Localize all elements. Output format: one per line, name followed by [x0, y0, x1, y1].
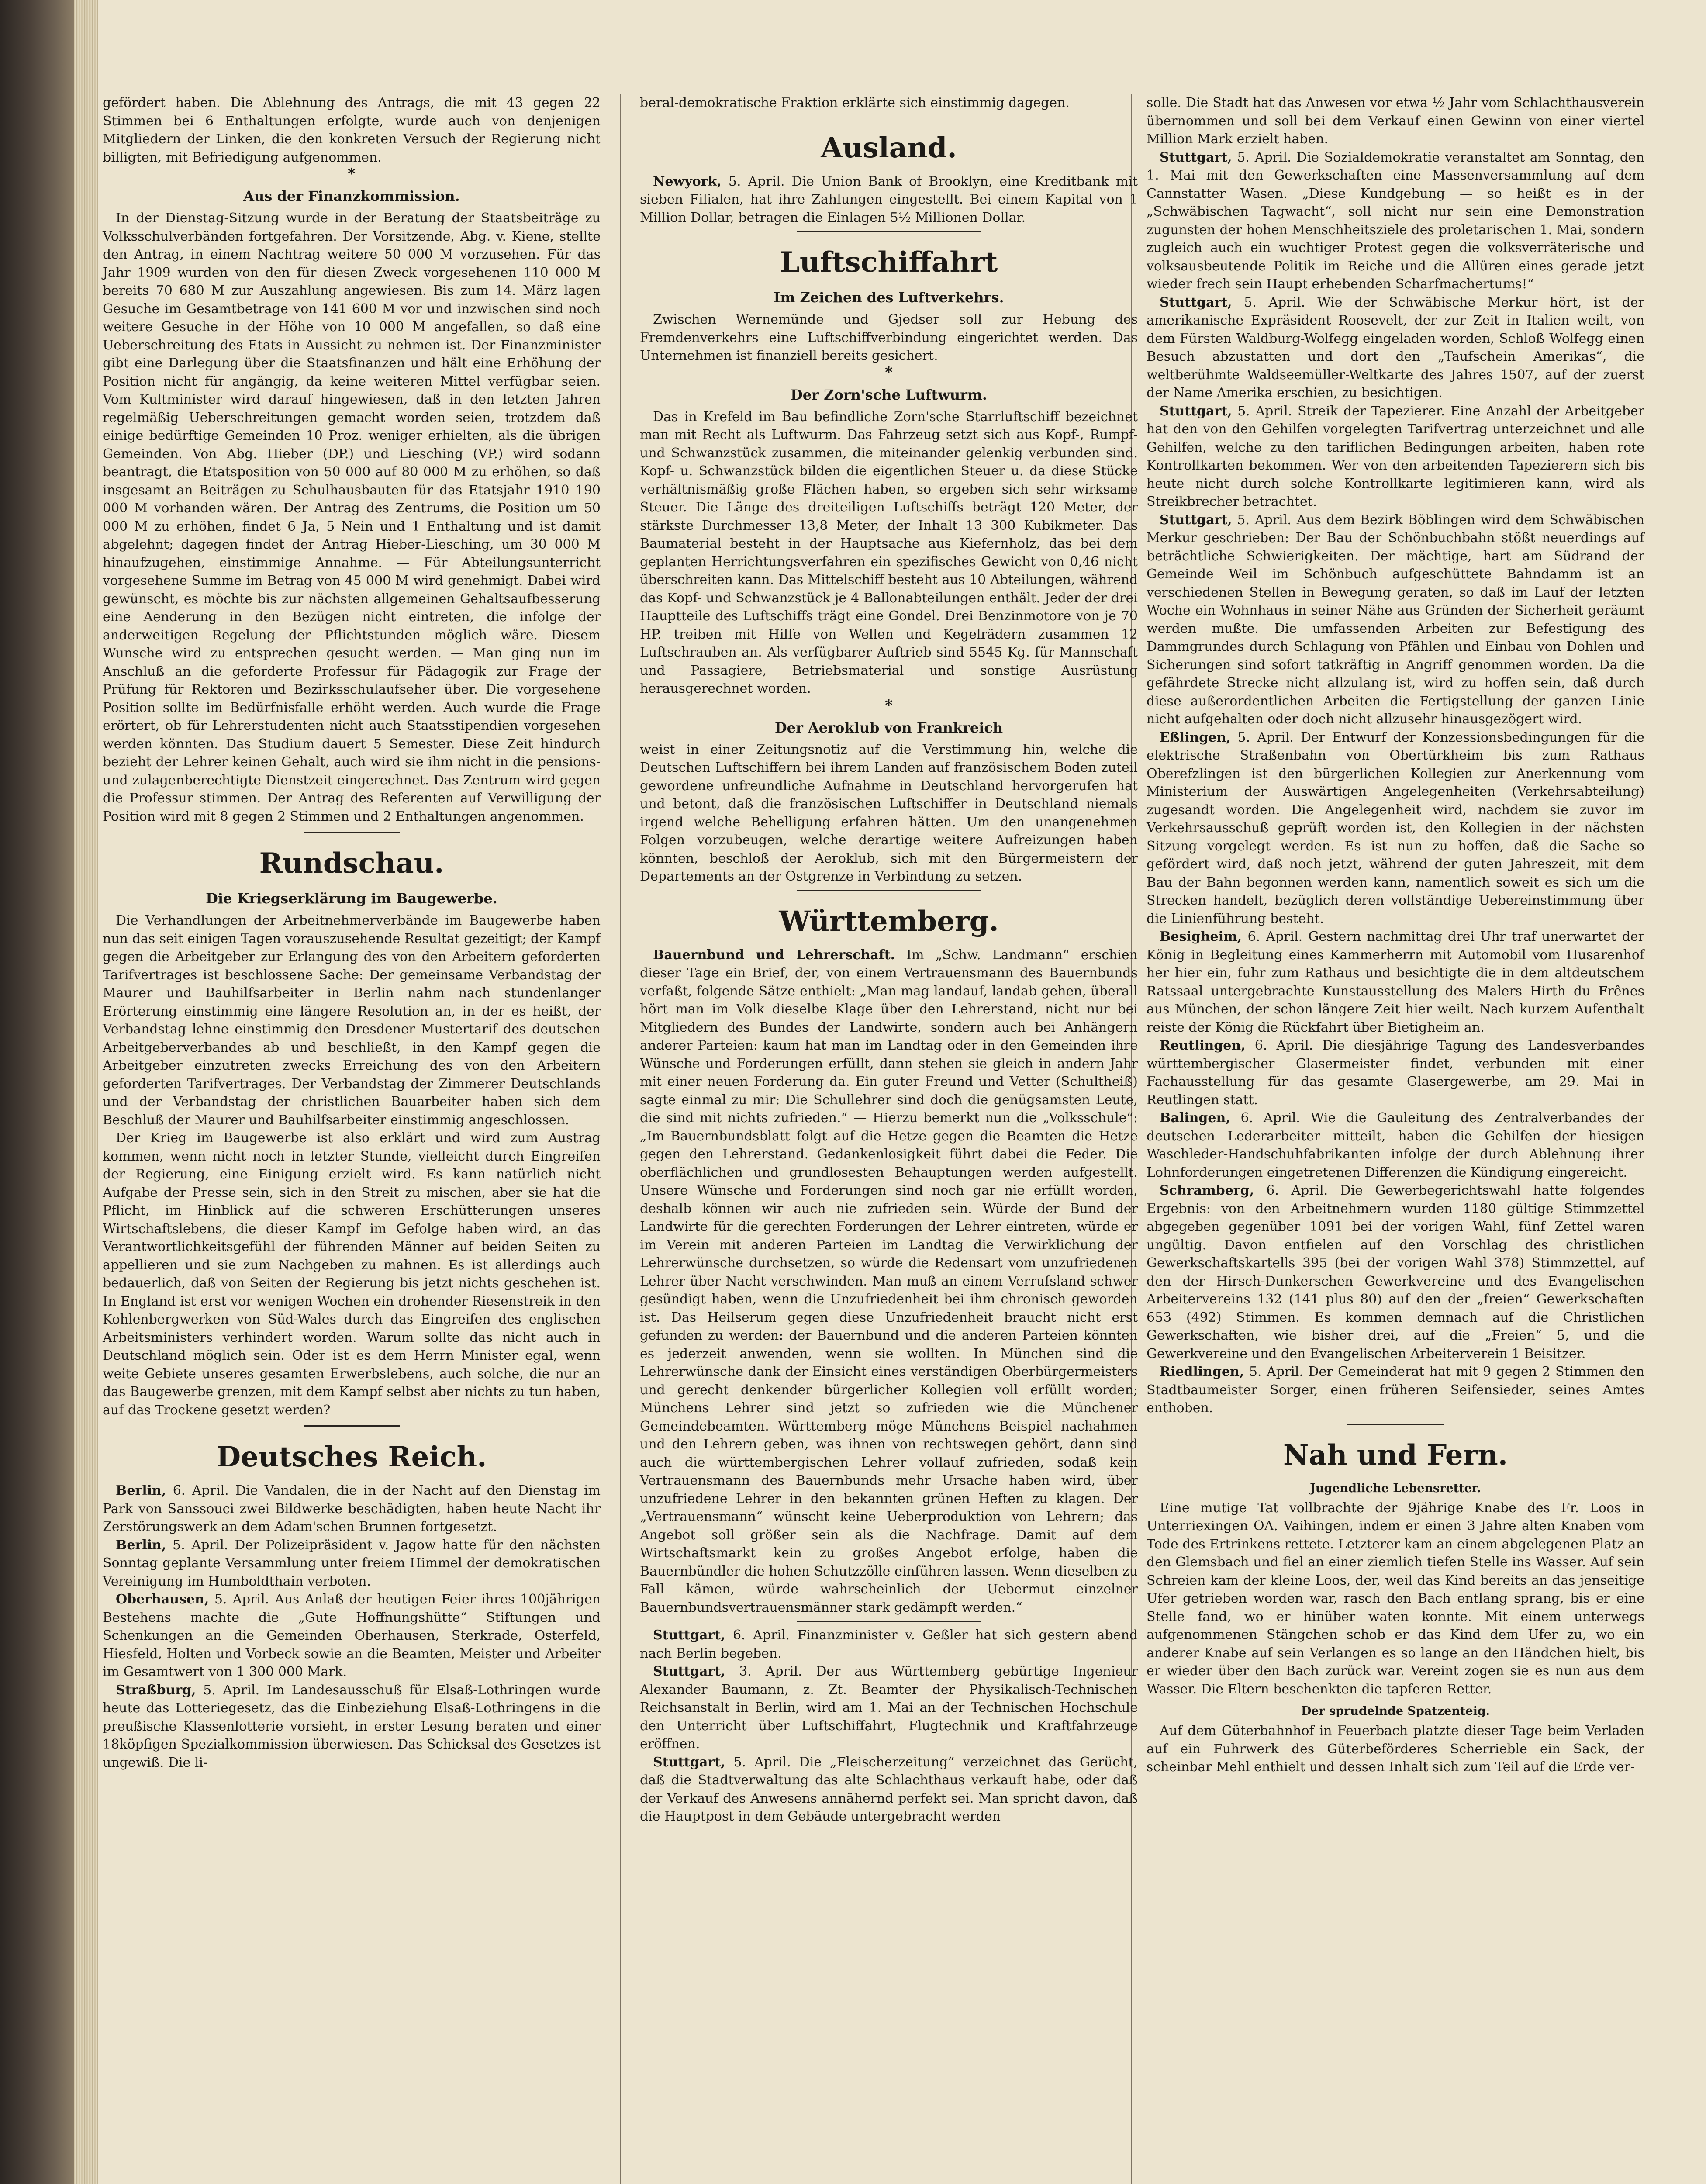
- news-item: [1147, 1182, 1644, 1363]
- news-text: 5. April. Der Polizeipräsident v. Jagow hatte für den nächsten Sonntag geplante Versammlung unter freiem Himmel der demokratischen Vereinigung im Humboldthain verboten.: [103, 1537, 601, 1589]
- article-heading: Der Aeroklub von Frankreich: [774, 719, 1003, 736]
- dateline: Riedlingen,: [1160, 1364, 1244, 1379]
- news-text: 5. April. Die Union Bank of Brooklyn, eine Kreditbank mit sieben Filialen, hat ihre Zahlungen eingestellt. Bei einem Kapital von 1 Million Dollar, betragen die Einlagen 5½ Millionen Dollar.: [640, 173, 1138, 225]
- dateline: Newyork,: [653, 173, 722, 189]
- dateline: Straßburg,: [116, 1682, 196, 1698]
- article-heading: Der Zorn'sche Luftwurm.: [791, 386, 987, 403]
- dateline: Schramberg,: [1160, 1183, 1254, 1198]
- news-text: 5. April. Aus Anlaß der heutigen Feier ihres 100jährigen Bestehens machte die „Gute Hoffnungshütte“ Stiftungen und Schenkungen an die Gemeinden Oberhausen, Sterkrade, Osterfeld, Hiesfeld, Holten und Vorbeck sowie an die Beamten, Meister und Arbeiter im Gesamtwert von 1 300 000 Mark.: [103, 1592, 601, 1679]
- dateline: Reutlingen,: [1160, 1038, 1246, 1053]
- section-heading: Ausland.: [821, 131, 957, 164]
- news-text: 6. April. Finanzminister v. Geßler hat sich gestern abend nach Berlin begeben.: [640, 1628, 1138, 1661]
- separator-star: *: [885, 363, 893, 381]
- article-text: beral-demokratische Fraktion erklärte sich einstimmig dagegen.: [640, 95, 1070, 111]
- dateline: Stuttgart,: [1160, 149, 1232, 165]
- section-heading: Nah und Fern.: [1283, 1438, 1508, 1472]
- news-text: 6. April. Die diesjährige Tagung des Landesverbandes württembergischer Glasermeister findet, verbunden mit einer Fachausstellung für das gesamte Glasergewerbe, am 29. Mai in Reutlingen statt.: [1147, 1038, 1644, 1108]
- book-spine: [0, 0, 74, 2184]
- article-heading: Der sprudelnde Spatzenteig.: [1301, 1704, 1490, 1718]
- dateline: Stuttgart,: [1160, 512, 1232, 528]
- divider: [304, 1425, 400, 1427]
- news-text: 6. April. Wie die Gauleitung des Zentralverbandes der deutschen Lederarbeiter mitteilt, haben die Gehilfen der hiesigen Waschleder-Handschuhfabrikanten infolge der durch Ablehnung ihrer Lohnforderungen eingetretenen Differenzen die Kündigung eingereicht.: [1147, 1110, 1644, 1180]
- section-heading: Württemberg.: [779, 905, 999, 938]
- article-text: Zwischen Wernemünde und Gjedser soll zur Hebung des Fremdenverkehrs eine Luftschiffverbindung eingerichtet werden. Das Unternehmen ist finanziell bereits gesichert.: [640, 312, 1138, 363]
- news-text: 5. April. Aus dem Bezirk Böblingen wird dem Schwäbischen Merkur geschrieben: Der Bau der Schönbuchbahn stößt neuerdings auf beträchtliche Schwierigkeiten. Der mächtige, hart am Südrand der Gemeinde Weil im Schönbuch aufgeschüttete Bahndamm ist an verschiedenen Stellen in Bewegung geraten, so daß im Lauf der letzten Woche ein Wohnhaus in seiner Nähe aus Gründen der Sicherheit geräumt werden mußte. Die umfassenden Arbeiten zur Befestigung des Dammgrundes durch Schlagung von Pfählen und Einbau von Dohlen und Sicherungen sind sofort tatkräftig in Angriff genommen worden. Da die gefährdete Strecke nicht allzulang ist, wird zu hoffen sein, daß durch diese außerordentlichen Arbeiten die Fertigstellung der ganzen Linie nicht aufgehalten oder doch nicht allzusehr hinausgezögert wird.: [1147, 512, 1644, 727]
- news-item: [1147, 511, 1644, 729]
- article-text: Die Verhandlungen der Arbeitnehmerverbände im Baugewerbe haben nun das seit einigen Tagen vorauszusehende Resultat gezeitigt; der Kampf gegen die Arbeitgeber zur Erlangung des von den Arbeitern geforderten Tarifvertrages ist beschlossene Sache: Der gemeinsame Verbandstag der Maurer und Bauhilfsarbeiter in Berlin nahm nach stundenlanger Erörterung einstimmig eine längere Resolution an, in der es heißt, der Verbandstag lehne einstimmig den Dresdener Mustertarif des deutschen Arbeitgeberverbandes ab und beschließt, in den Kampf gegen die Arbeitgeber einzutreten zwecks Erreichung des von den Arbeitern geforderten Tarifvertrages. Der Verbandstag der Zimmerer Deutschlands und der Verbandstag der christlichen Bauarbeiter haben sich dem Beschluß der Maurer und Bauhilfsarbeiter einstimmig angeschlossen.: [103, 913, 601, 1128]
- news-text: 6. April. Gestern nachmittag drei Uhr traf unerwartet der König in Begleitung eines Kammerherrn mit Automobil vom Husarenhof her hier ein, fuhr zum Rathaus und besichtigte die in dem altdeutschem Ratssaal untergebrachte Kunstausstellung des Malers Hirth du Frênes aus München, der schon längere Zeit hier weilt. Nach kurzem Aufenthalt reiste der König die Rückfahrt über Bietigheim an.: [1147, 929, 1644, 1035]
- divider: [797, 890, 981, 891]
- article-heading: Die Kriegserklärung im Baugewerbe.: [206, 890, 497, 907]
- news-item: [1147, 928, 1644, 1037]
- separator-star: *: [348, 165, 356, 183]
- column-3: [1147, 94, 1644, 1776]
- news-item: [1147, 294, 1644, 402]
- dateline: Stuttgart,: [653, 1664, 725, 1679]
- divider: [1347, 1424, 1444, 1425]
- divider: [797, 231, 981, 232]
- divider: [797, 1621, 981, 1622]
- article-text: weist in einer Zeitungsnotiz auf die Verstimmung hin, welche die Deutschen Luftschiffern bei ihrem Landen auf französischem Boden zuteil gewordene unfreundliche Aufnahme in Deutschland hervorgerufen hat und betont, daß die französischen Luftschiffer in Deutschland niemals irgend welche Behelligung erfahren hätten. Um den unangenehmen Folgen vorzubeugen, welche derartige weitere Aufreizungen haben könnten, beschloß der Aeroklub, sich mit den Bürgermeistern der Departements an der Ostgrenze in Verbindung zu setzen.: [640, 742, 1138, 884]
- page-edges: [74, 0, 98, 2184]
- dateline: Stuttgart,: [1160, 403, 1232, 419]
- news-item: [640, 173, 1138, 227]
- article-text: In der Dienstag-Sitzung wurde in der Beratung der Staatsbeiträge zu Volksschulverbänden fortgefahren. Der Vorsitzende, Abg. v. Kiene, stellte den Antrag, in einem Nachtrag weitere 50 000 M vorzusehen. Für das Jahr 1909 wurden von den für diesen Zweck vorgesehenen 110 000 M bereits 70 680 M zur Auszahlung angewiesen. Bis zum 14. März lagen Gesuche im Gesamtbetrage von 141 600 M vor und inzwischen sind noch weitere Gesuche in der Höhe von 10 000 M angefallen, so daß eine Ueberschreitung des Etats in Aussicht zu nehmen ist. Der Finanzminister gibt eine Darlegung über die Staatsfinanzen und hält eine Erhöhung der Position nicht für angängig, da keine weiteren Mittel verfügbar seien. Vom Kultminister wird darauf hingewiesen, daß in den letzten Jahren regelmäßig Ueberschreitungen gemacht worden seien, trotzdem daß einige bedürftige Gemeinden 10 Proz. weniger erhielten, als die übrigen Gemeinden. Von Abg. Hieber (DP.) und Liesching (VP.) wird sodann beantragt, die Etatsposition von 50 000 auf 80 000 M zu erhöhen, so daß insgesamt an Beiträgen zu Schulhausbauten für das Etatsjahr 1910 190 000 M vorhanden wären. Der Antrag des Zentrums, die Position um 50 000 M zu erhöhen, findet 6 Ja, 5 Nein und 1 Enthaltung und ist damit abgelehnt; dagegen findet der Antrag Hieber-Liesching, um 30 000 M hinaufzugehen, einstimmige Annahme. — Für Abteilungsunterricht vorgesehene Summe im Betrag von 45 000 M wird genehmigt. Dabei wird gewünscht, es möchte bis zur nächsten allgemeinen Gehaltsaufbesserung eine Aenderung in den Bezügen nicht eintreten, die infolge der anderweitigen Regelung der Pflichtstunden möglich wäre. Diesem Wunsche wird zu entsprechen gesucht werden. — Man ging nun im Anschluß an die geforderte Professur für Pädagogik zur Frage der Prüfung für Rektoren und Bezirksschulaufseher über. Die vorgesehene Position sollte im Bedürfnisfalle erhöht werden. Auch wurde die Frage erörtert, ob für Lehrerstudenten nicht auch Staatsstipendien vorgesehen werden könnten. Das Studium dauert 5 Semester. Diese Zeit hindurch bezieht der Lehrer keinen Gehalt, auch wird sie ihm nicht in die pensions- und zulagenberechtigte Dienstzeit eingerechnet. Das Zentrum wird gegen die Professur stimmen. Der Antrag des Referenten auf Verwilligung der Position wird mit 8 gegen 2 Stimmen und 2 Enthaltungen angenommen.: [103, 211, 601, 824]
- dateline: Besigheim,: [1160, 929, 1242, 944]
- news-item: [640, 1753, 1138, 1826]
- section-heading: Rundschau.: [259, 847, 444, 880]
- article-text: Eine mutige Tat vollbrachte der 9jährige Knabe des Fr. Loos in Unterriexingen OA. Vaihingen, indem er einen 3 Jahre alten Knaben vom Tode des Ertrinkens rettete. Letzterer kam an einem abgelegenen Platz an den Glemsbach und fiel an einer ziemlich tiefen Stelle ins Wasser. Auf sein Schreien kam der kleine Loos, der, weil das Kind bereits an das jenseitige Ufer getrieben worden war, rasch den Bach entlang sprang, bis er eine Stelle fand, wo er hinüber waten konnte. Mit einem unterwegs aufgenommenen Stängchen schob er das Kind dem Ufer zu, wo ein anderer Knabe auf sein Verlangen es so lange an den Händchen hielt, bis er wieder über den Bach zurück war. Vereint zogen sie es nun aus dem Wasser. Die Eltern beschenkten die tapferen Retter.: [1147, 1500, 1644, 1697]
- news-item: [103, 1536, 601, 1591]
- dateline: Stuttgart,: [653, 1628, 725, 1643]
- news-item: [1147, 1363, 1644, 1417]
- separator-star: *: [885, 696, 893, 714]
- dateline: Stuttgart,: [1160, 294, 1232, 310]
- news-item: [1147, 402, 1644, 511]
- news-item: [103, 1681, 601, 1772]
- news-item: [640, 946, 1138, 1617]
- article-heading: Jugendliche Lebensretter.: [1310, 1481, 1481, 1495]
- article-text: Auf dem Güterbahnhof in Feuerbach platzte dieser Tage beim Verladen auf ein Fuhrwerk des Güterbeförderes Scherrieble ein Sack, der scheinbar Mehl enthielt und dessen Inhalt sich zum Teil auf die Erde ver-: [1147, 1723, 1644, 1775]
- news-text: 5. April. Im Landesausschuß für Elsaß-Lothringen wurde heute das Lotteriegesetz, das die Einbeziehung Elsaß-Lothringens in die preußische Klassenlotterie vorsieht, in erster Lesung beraten und einer 18köpfigen Spezialkommission überwiesen. Das Schicksal des Gesetzes ist ungewiß. Die li-: [103, 1682, 601, 1770]
- news-item: [1147, 1037, 1644, 1109]
- news-text: 3. April. Der aus Württemberg gebürtige Ingenieur Alexander Baumann, z. Zt. Beamter der Physikalisch-Technischen Reichsanstalt in Berlin, wird am 1. Mai an der Technischen Hochschule den Unterricht über Luftschiffahrt, Flugtechnik und Kraftfahrzeuge eröffnen.: [640, 1664, 1138, 1752]
- dateline: Stuttgart,: [653, 1754, 725, 1770]
- article-text: solle. Die Stadt hat das Anwesen vor etwa ½ Jahr vom Schlachthausverein übernommen und soll bei dem Verkauf einen Gewinn von einer viertel Million Mark erzielt haben.: [1147, 95, 1644, 147]
- section-heading: Luftschiffahrt: [780, 246, 998, 279]
- news-text: 5. April. Der Entwurf der Konzessionsbedingungen für die elektrische Straßenbahn von Obertürkheim bis zum Rathaus Oberefzlingen ist den bürgerlichen Kollegien zur Anerkennung vom Ministerium der Auswärtigen Angelegenheiten (Verkehrsabteilung) zugesandt worden. Die Angelegenheit wird, nachdem sie zuvor im Verkehrsausschuß geprüft worden ist, den Kollegien in der nächsten Sitzung vorgelegt werden. Es ist nun zu hoffen, daß die Sache so gefördert wird, daß noch jetzt, während der guten Jahreszeit, mit dem Bau der Bahn begonnen werden kann, namentlich soweit es sich um die Strecken handelt, bezüglich deren vollständige Uebereinstimmung über die Linienführung besteht.: [1147, 729, 1644, 926]
- article-heading: Im Zeichen des Luftverkehrs.: [774, 289, 1004, 306]
- news-text: 5. April. Wie der Schwäbische Merkur hört, ist der amerikanische Expräsident Roosevelt, der zur Zeit in Italien weilt, von dem Fürsten Waldburg-Wolfegg eingeladen worden, Schloß Wolfegg einen Besuch abzustatten und dort den „Taufschein Amerikas“, die weltberühmte Waldseemüller-Weltkarte des Jahres 1507, auf der zuerst der Name Amerika erschien, zu besichtigen.: [1147, 294, 1644, 401]
- news-text: 6. April. Die Vandalen, die in der Nacht auf den Dienstag im Park von Sanssouci zwei Bildwerke beschädigten, haben heute Nacht ihr Zerstörungswerk an dem Adam'schen Brunnen fortgesetzt.: [103, 1483, 601, 1534]
- news-item: [1147, 1109, 1644, 1182]
- news-text: Im „Schw. Landmann“ erschien dieser Tage ein Brief, der, von einem Vertrauensmann des Bauernbunds verfaßt, folgende Sätze enthielt: „Man mag landauf, landab gehen, überall hört man im Volk dieselbe Klage über den Lehrerstand, nicht nur bei Mitgliedern des Bundes der Landwirte, sondern auch bei Anhängern anderer Parteien: kaum hat man im Landtag oder in den Gemeinden ihre Wünsche und Forderungen erfüllt, dann stehen sie gleich in andern Jahr mit einer neuen Forderung da. Ein guter Freund und Vetter (Schultheiß) sagte einmal zu mir: Die Schullehrer sind doch die genügsamsten Leute, die sind mit nichts zufrieden.“ — Hierzu bemerkt nun die „Volksschule“: „Im Bauernbundsblatt folgt auf die Hetze gegen die Beamten die Hetze gegen den Lehrerstand. Gedankenlosigkeit führt dabei die Feder. Die oberflächlichen und grundlosesten Behauptungen werden aufgestellt. Unsere Wünsche und Forderungen sind noch gar nie erfüllt worden, deshalb können wir auch nie zufrieden sein. Würde der Bund der Landwirte für die gerechten Forderungen der Lehrer eintreten, würde er im Verein mit anderen Parteien im Landtag die Verwirklichung der Lehrerwünsche durchsetzen, so würde die Redensart vom unzufriedenen Lehrer über Nacht verschwinden. Man muß an einem Verrufsland schwer gesündigt haben, wenn die Unzufriedenheit bei ihm chronisch geworden ist. Das Heilserum gegen diese Unzufriedenheit braucht nicht erst gefunden zu werden: der Bauernbund und die anderen Parteien könnten es jederzeit anwenden, wenn sie wollten. In München sind die Lehrerwünsche dank der Einsicht eines verständigen Oberbürgermeisters und gerecht denkender bürgerlicher Kollegien voll erfüllt worden; Münchens Lehrer sind jetzt so zufrieden wie die Münchener Gemeindebeamten. Württemberg möge Münchens Beispiel nachahmen und den Lehrern geben, was ihnen von rechtswegen gehört, dann sind auch die württembergischen Lehrer vollauf zufrieden, sodaß kein Vertrauensmann des Bauernbunds mehr Ursache haben wird, über unzufriedene Lehrer in den bekannten grünen Heften zu klagen. Der „Vertrauensmann“ wünscht keine Ueberproduktion von Lehrern; das Angebot soll größer sein als die Nachfrage. Damit auf dem Wirtschaftsmarkt kein zu großes Angebot erfolge, haben die Bauernbündler die hohen Schutzzölle einführen lassen. Wenn dieselben zu Fall kämen, würde wahrscheinlich der Uebermut einzelner Bauernbundsvertrauensmänner stark gedämpft werden.“: [640, 947, 1138, 1615]
- column-2: [640, 94, 1138, 1826]
- section-heading: Deutsches Reich.: [216, 1441, 487, 1473]
- divider: [304, 832, 400, 833]
- news-text: 5. April. Streik der Tapezierer. Eine Anzahl der Arbeitgeber hat den von den Gehilfen vorgelegten Tarifvertrag unterzeichnet und alle Gehilfen, welche zu den tariflichen Bedingungen arbeiten, haben rote Kontrollkarten bekommen. Wer von den arbeitenden Tapezierern sich bis heute nicht durch solche Kontrollkarte legitimieren kann, wird als Streikbrecher betrachtet.: [1147, 403, 1644, 509]
- dateline: Eßlingen,: [1160, 729, 1231, 745]
- article-text: gefördert haben. Die Ablehnung des Antrags, die mit 43 gegen 22 Stimmen bei 6 Enthaltungen erfolgte, wurde auch von denjenigen Mitgliedern der Linken, die den konkreten Versuch der Regierung nicht billigten, mit Befriedigung aufgenommen.: [103, 95, 601, 165]
- news-item: [1147, 149, 1644, 294]
- dateline: Balingen,: [1160, 1110, 1230, 1126]
- news-item: [640, 1662, 1138, 1753]
- dateline: Berlin,: [116, 1537, 166, 1553]
- article-heading: Bauernbund und Lehrerschaft.: [653, 947, 895, 963]
- dateline: Berlin,: [116, 1483, 166, 1498]
- news-text: 6. April. Die Gewerbegerichtswahl hatte folgendes Ergebnis: von den Arbeitnehmern wurden 1180 gültige Stimmzettel abgegeben gegenüber 1091 bei der vorigen Wahl, fünf Zettel waren ungültig. Davon entfielen auf den Vorschlag des christlichen Gewerkschaftskartells 395 (bei der vorigen Wahl 378) Stimmzettel, auf den der Hirsch-Dunkerschen Gewerkvereine und des Evangelischen Arbeitervereins 132 (141 plus 80) auf den der „freien“ Gewerkschaften 653 (492) Stimmen. Es kommen demnach auf die Christlichen Gewerkschaften, wie bisher drei, auf die „Freien“ 5, und die Gewerkvereine und den Evangelischen Arbeiterverein 1 Beisitzer.: [1147, 1183, 1644, 1362]
- news-text: 5. April. Die Sozialdemokratie veranstaltet am Sonntag, den 1. Mai mit den Gewerkschaften eine Massenversammlung auf dem Cannstatter Wasen. „Diese Kundgebung — so heißt es in der „Schwäbischen Tagwacht“, soll nicht nur sein eine Demonstration zugunsten der hohen Menschheitsziele des proletarischen 1. Mai, sondern zugleich auch ein wuchtiger Protest gegen die volksverräterische und volksausbeutende Politik im Reiche und die Allüren eines gerade jetzt wieder frech sein Haupt erhebenden Scharfmachertums!“: [1147, 149, 1644, 292]
- news-item: [1147, 729, 1644, 928]
- news-item: [640, 1626, 1138, 1662]
- news-text: 5. April. Die „Fleischerzeitung“ verzeichnet das Gerücht, daß die Stadtverwaltung das alte Schlachthaus verkauft habe, oder daß der Verkauf des Anwesens annähernd perfekt sei. Man spricht davon, daß die Hauptpost in dem Gebäude untergebracht werden: [640, 1754, 1138, 1824]
- section-heading: Aus der Finanzkommission.: [243, 188, 460, 204]
- news-item: [103, 1590, 601, 1681]
- newspaper-page: [98, 0, 1706, 2184]
- article-text: Der Krieg im Baugewerbe ist also erklärt und wird zum Austrag kommen, wenn nicht noch in letzter Stunde, vielleicht durch Eingreifen der Regierung, eine Einigung erzielt wird. Es kann natürlich nicht Aufgabe der Presse sein, sich in den Streit zu mischen, aber sie hat die Pflicht, im Hinblick auf die schweren Erschütterungen unseres Wirtschaftslebens, die dieser Kampf im Gefolge haben wird, an das Verantwortlichkeitsgefühl der führenden Männer auf beiden Seiten zu appellieren und sie zum Nachgeben zu mahnen. Es ist allerdings auch bedauerlich, daß von Seiten der Regierung bis jetzt nichts geschehen ist. In England ist erst vor wenigen Wochen ein drohender Riesenstreik in den Kohlenbergwerken von Süd-Wales durch das Eingreifen des englischen Arbeitsministers verhindert worden. Warum sollte das nicht auch in Deutschland möglich sein. Oder ist es dem Herrn Minister egal, wenn weite Gebiete unseres gesamten Erwerbslebens, auch solche, die nur an das Baugewerbe grenzen, mit dem Kampf selbst aber nichts zu tun haben, auf das Trockene gesetzt werden?: [103, 1130, 601, 1418]
- news-text: 5. April. Der Gemeinderat hat mit 9 gegen 2 Stimmen den Stadtbaumeister Sorger, einen früheren Seifensieder, seines Amtes enthoben.: [1147, 1364, 1644, 1416]
- article-text: Das in Krefeld im Bau befindliche Zorn'sche Starrluftschiff bezeichnet man mit Recht als Luftwurm. Das Fahrzeug setzt sich aus Kopf-, Rumpf- und Schwanzstück zusammen, die miteinander gelenkig verbunden sind. Kopf- u. Schwanzstück bilden die eigentlichen Steuer u. da diese Stücke verhältnismäßig große Flächen haben, so ergeben sich sehr wirksame Steuer. Die Länge des dreiteiligen Luftschiffs beträgt 120 Meter, der stärkste Durchmesser 13,8 Meter, der Inhalt 13 300 Kubikmeter. Das Baumaterial besteht in der Hauptsache aus Kiefernholz, das bei dem geplanten Herrichtungsverfahren ein spezifisches Gewicht von 0,46 nicht überschreiten kann. Das Mittelschiff besteht aus 10 Abteilungen, während das Kopf- und Schwanzstück je 4 Ballonabteilungen enthält. Jeder der drei Hauptteile des Luftschiffs trägt eine Gondel. Drei Benzinmotore von je 70 HP. treiben mit Hilfe von Wellen und Kegelrädern zusammen 12 Luftschrauben an. Als verfügbarer Auftrieb sind 5545 Kg. für Mannschaft und Passagiere, Betriebsmaterial und sonstige Ausrüstung herausgerechnet worden.: [640, 409, 1138, 696]
- news-item: [103, 1482, 601, 1536]
- dateline: Oberhausen,: [116, 1592, 209, 1607]
- column-1: [103, 94, 601, 1772]
- column-separator: [620, 94, 621, 2184]
